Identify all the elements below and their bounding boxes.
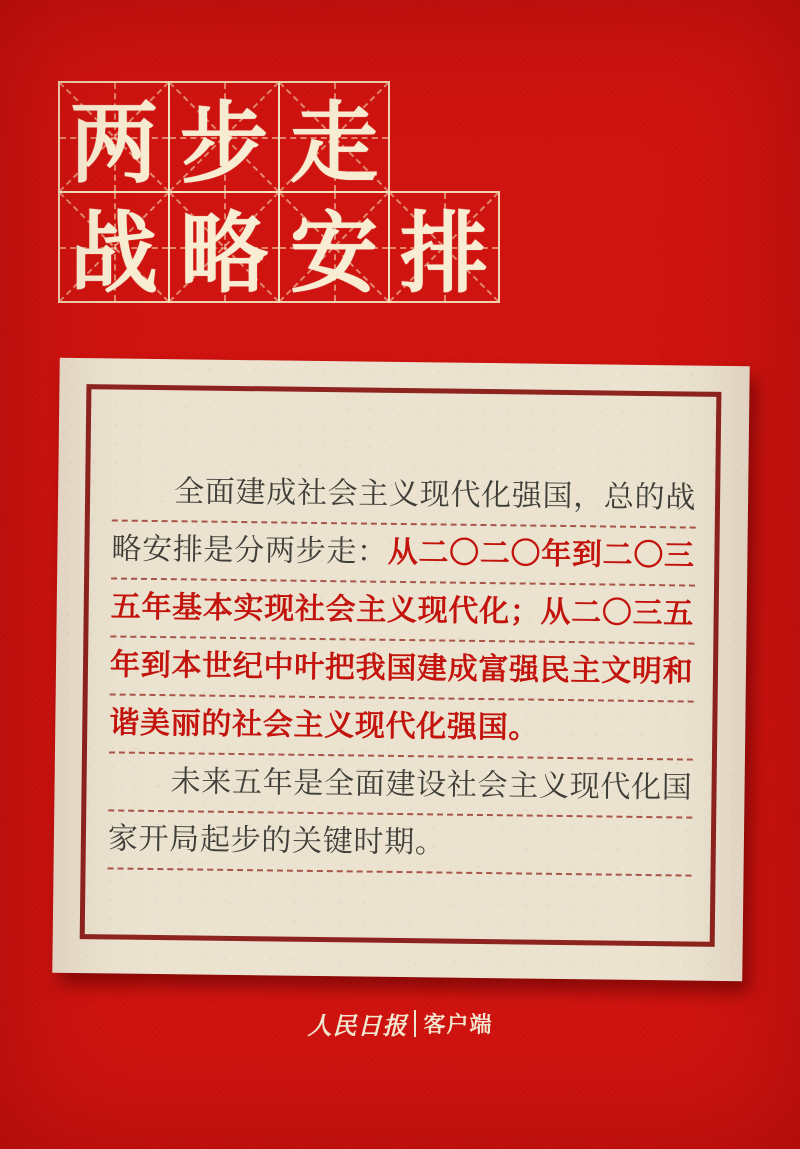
- text-line: [110, 637, 695, 702]
- grid-cell: [58, 81, 170, 193]
- brand-footer: [0, 1006, 800, 1041]
- grid-cell: [168, 81, 280, 193]
- text-line: [109, 695, 694, 760]
- text-line: [108, 753, 693, 818]
- quote-card: [52, 358, 749, 981]
- quote-text-block: [108, 463, 697, 876]
- grid-cell: [168, 191, 280, 303]
- client-label: 客户端: [423, 1012, 493, 1037]
- calligraphy-char: 排: [399, 201, 488, 303]
- calligraphy-char: 战: [69, 201, 158, 303]
- text-segment-dark: 家开局起步的关键时期。: [107, 822, 446, 860]
- text-line: [110, 579, 695, 644]
- text-segment-dark: 略安排是分两步走：: [111, 532, 388, 569]
- logo-divider: [414, 1010, 416, 1037]
- peoples-daily-logo: 人民日报: [307, 1011, 408, 1040]
- grid-cell: [388, 191, 500, 303]
- text-line: [108, 811, 693, 876]
- grid-cell: [278, 81, 390, 193]
- calligraphy-char: 走: [289, 91, 378, 193]
- calligraphy-char: 步: [179, 91, 268, 193]
- text-segment-red: 五年基本实现社会主义现代化；从二〇三五: [110, 590, 695, 631]
- text-segment-dark: 全面建成社会主义现代化强国，总的战: [173, 475, 697, 515]
- title-calligraphy-grid: [58, 81, 500, 303]
- text-segment-red: 谐美丽的社会主义现代化强国。: [109, 706, 540, 745]
- calligraphy-char: 略: [179, 201, 268, 303]
- text-segment-dark: 未来五年是全面建设社会主义现代化国: [170, 765, 693, 805]
- grid-row-1: [58, 81, 500, 193]
- text-segment-red: 从二〇二〇年到二〇三: [387, 535, 695, 573]
- grid-cell: [278, 191, 390, 303]
- calligraphy-char: 安: [289, 201, 378, 303]
- grid-cell: [58, 191, 170, 303]
- text-line: [111, 521, 696, 586]
- text-line: [112, 463, 697, 528]
- grid-row-2: [58, 191, 500, 303]
- text-segment-red: 年到本世纪中叶把我国建成富强民主文明和: [109, 648, 694, 689]
- calligraphy-char: 两: [69, 91, 158, 193]
